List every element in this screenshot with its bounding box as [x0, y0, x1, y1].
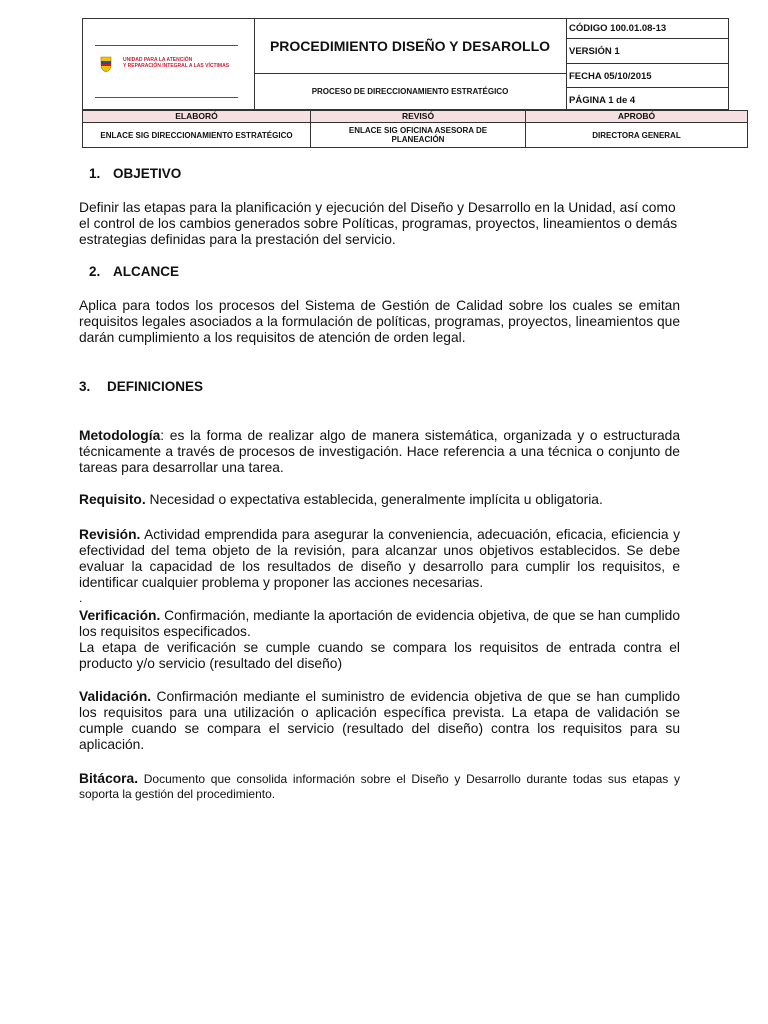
- logo-rule-top: [95, 45, 238, 46]
- definition-term: Revisión.: [79, 527, 141, 542]
- section-heading-objetivo: [89, 166, 181, 181]
- approval-heading: REVISÓ: [311, 111, 525, 123]
- definition-term: Bitácora.: [79, 771, 139, 786]
- definition-term: Validación.: [79, 689, 152, 704]
- logo-text: [123, 57, 229, 69]
- definition-verificacion: [79, 608, 680, 672]
- logo-cell: [83, 19, 255, 109]
- approval-value: ENLACE SIG DIRECCIONAMIENTO ESTRATÉGICO: [100, 130, 293, 140]
- approval-value: ENLACE SIG OFICINA ASESORA DE PLANEACIÓN: [348, 126, 488, 144]
- approval-table: [82, 110, 748, 148]
- section-title: DEFINICIONES: [107, 379, 204, 394]
- definition-revision: [79, 527, 680, 591]
- stray-dot: .: [79, 591, 83, 605]
- approval-heading: ELABORÓ: [83, 111, 310, 123]
- approval-col-aprobo: [526, 111, 747, 147]
- document-title: PROCEDIMIENTO DISEÑO Y DESAROLLO: [254, 19, 567, 74]
- section-number: 3.: [79, 379, 91, 394]
- definition-text: : es la forma de realizar algo de manera sistemática, organizada y o estructurada técnicamente a través de procesos de investigación. Hace referencia a una técnica o conjunto de tareas para desarrollar una tarea.: [79, 428, 680, 475]
- approval-heading: APROBÓ: [526, 111, 747, 123]
- definition-text: Confirmación mediante el suministro de evidencia objetiva de que se han cumplido los requisitos para una utilización o aplicación específica prevista. La etapa de validación se cumple cuando se compara el servicio (resultado del diseño) contra los requisitos para su aplicación.: [79, 689, 680, 752]
- coat-of-arms-icon: [99, 55, 113, 73]
- process-name: PROCESO DE DIRECCIONAMIENTO ESTRATÉGICO: [254, 74, 567, 109]
- section-heading-definiciones: [79, 379, 203, 394]
- approval-col-elaboro: [83, 111, 311, 147]
- document-header-table: [82, 18, 729, 110]
- definition-requisito: [79, 492, 680, 508]
- definition-metodologia: [79, 428, 680, 476]
- pagina: PÁGINA 1 de 4: [569, 95, 636, 106]
- logo-rule-bottom: [95, 97, 238, 98]
- definition-text: Actividad emprendida para asegurar la conveniencia, adecuación, eficacia, eficiencia y efectividad del tema objeto de la revisión, para alcanzar unos objetivos establecidos. Se debe evaluar la capacidad de los resultados de diseño y desarrollo para cumplir los requisitos, e identificar cualquier problema y proponer las acciones necesarias.: [79, 527, 680, 590]
- section-heading-alcance: [89, 264, 179, 279]
- logo-text-line2: Y REPARACIÓN INTEGRAL A LAS VÍCTIMAS: [123, 63, 230, 69]
- definition-term: Metodología: [79, 428, 161, 443]
- approval-col-reviso: [311, 111, 526, 147]
- codigo: CÓDIGO 100.01.08-13: [569, 23, 667, 34]
- section-title: OBJETIVO: [113, 166, 182, 181]
- definition-text: Documento que consolida información sobre el Diseño y Desarrollo durante todas sus etapas y soporta la gestión del procedimiento.: [79, 772, 680, 801]
- definition-text: Confirmación, mediante la aportación de evidencia objetiva, de que se han cumplido los requisitos especificados.: [79, 608, 680, 639]
- document-meta: [567, 19, 728, 109]
- logo-text-line1: UNIDAD PARA LA ATENCIÓN: [123, 57, 193, 63]
- version: VERSIÓN 1: [569, 46, 620, 57]
- definition-text: Necesidad o expectativa establecida, generalmente implícita u obligatoria.: [145, 492, 603, 507]
- objetivo-text: Definir las etapas para la planificación y ejecución del Diseño y Desarrollo en la Unidad, así como el control de los cambios generados sobre Políticas, programas, proyectos, lineamientos o demás estrategias definidas para la prestación del servicio.: [79, 200, 678, 247]
- alcance-text: Aplica para todos los procesos del Sistema de Gestión de Calidad sobre los cuales se emitan requisitos legales asociados a la formulación de políticas, programas, proyectos, lineamientos que darán cumplimiento a los requisitos de atención de orden legal.: [79, 298, 680, 345]
- definition-bitacora: [79, 771, 680, 802]
- definition-extra: La etapa de verificación se cumple cuando se compara los requisitos de entrada contra el producto y/o servicio (resultado del diseño): [79, 640, 680, 671]
- definition-term: Requisito.: [79, 492, 146, 507]
- section-number: 1.: [89, 166, 101, 181]
- fecha: FECHA 05/10/2015: [569, 71, 652, 82]
- section-number: 2.: [89, 264, 101, 279]
- definition-term: Verificación.: [79, 608, 161, 623]
- section-title: ALCANCE: [113, 264, 179, 279]
- definition-validacion: [79, 689, 680, 753]
- approval-value: DIRECTORA GENERAL: [592, 130, 681, 140]
